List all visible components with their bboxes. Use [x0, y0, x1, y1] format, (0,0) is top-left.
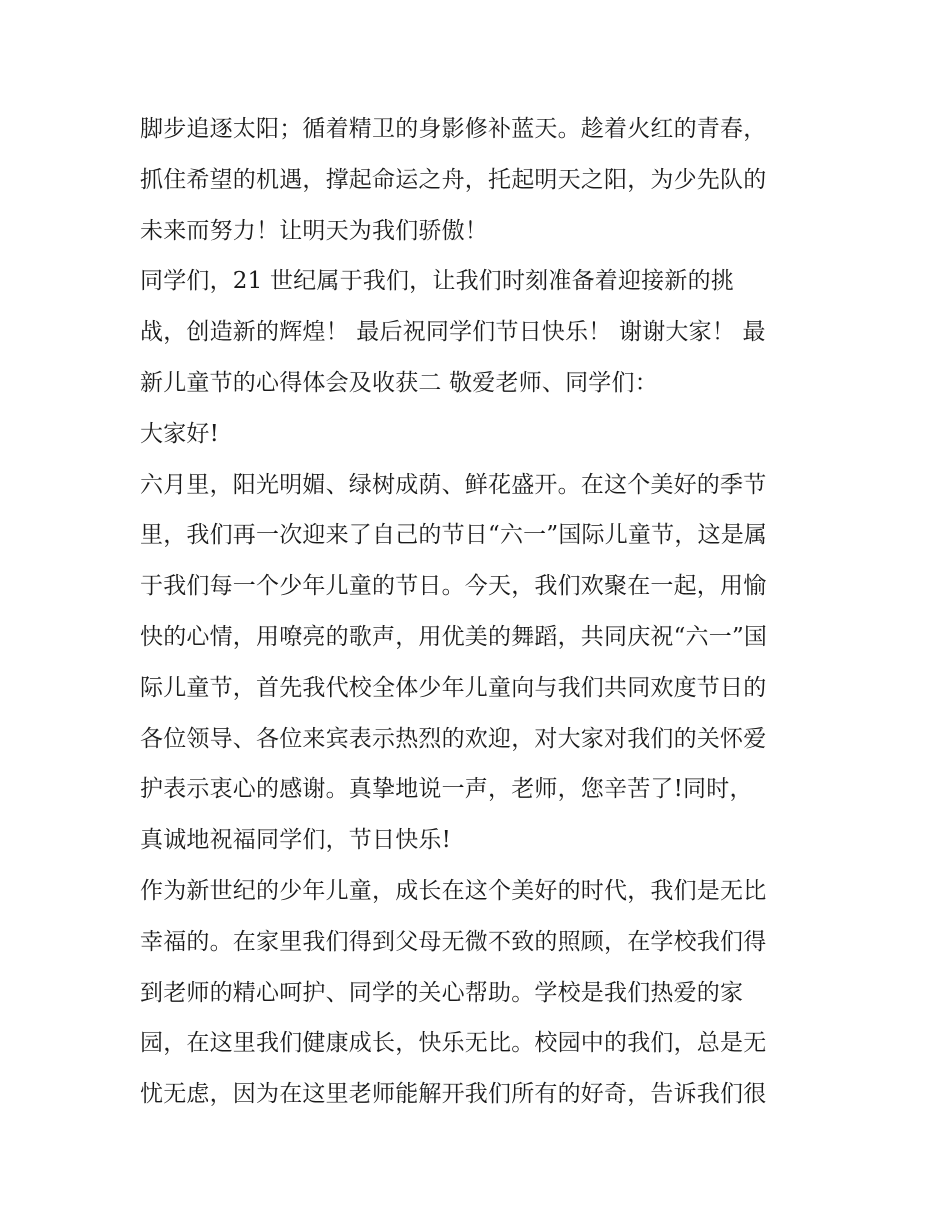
text-line: 幸福的。在家里我们得到父母无微不致的照顾，在学校我们得 [140, 928, 767, 955]
text-line: 脚步追逐太阳；循着精卫的身影修补蓝天。趁着火红的青春， [140, 116, 767, 142]
text-line: 里，我们再一次迎来了自己的节日“六一”国际儿童节，这是属 [140, 522, 768, 549]
text-line: 各位领导、各位来宾表示热烈的欢迎，对大家对我们的关怀爱 [140, 725, 767, 752]
text-line: 未来而努力！让明天为我们骄傲！ [140, 217, 488, 244]
document-body [140, 104, 820, 1120]
text-line: 同学们，21 世纪属于我们，让我们时刻准备着迎接新的挑 [140, 268, 734, 295]
text-line: 六月里，阳光明媚、绿树成荫、鲜花盛开。在这个美好的季节 [140, 471, 767, 498]
text-line: 园，在这里我们健康成长，快乐无比。校园中的我们，总是无 [140, 1030, 767, 1057]
text-line: 真诚地祝福同学们，节日快乐! [140, 827, 452, 854]
text-line: 快的心情，用嘹亮的歌声，用优美的舞蹈，共同庆祝“六一”国 [140, 623, 768, 650]
text-line: 际儿童节，首先我代校全体少年儿童向与我们共同欢度节日的 [140, 674, 767, 701]
text-line: 于我们每一个少年儿童的节日。今天，我们欢聚在一起，用愉 [140, 573, 767, 600]
text-line: 忧无虑，因为在这里老师能解开我们所有的好奇，告诉我们很 [140, 1081, 767, 1108]
text-line: 大家好! [140, 420, 220, 447]
text-line: 抓住希望的机遇，撑起命运之舟，托起明天之阳，为少先队的 [140, 166, 767, 193]
text-line: 作为新世纪的少年儿童，成长在这个美好的时代，我们是无比 [140, 877, 767, 904]
text-line: 护表示衷心的感谢。真挚地说一声，老师，您辛苦了!同时， [140, 776, 753, 803]
text-line: 新儿童节的心得体会及收获二 敬爱老师、同学们： [140, 369, 658, 396]
text-line: 战，创造新的辉煌！ 最后祝同学们节日快乐！ 谢谢大家！ 最 [140, 319, 766, 346]
text-line: 到老师的精心呵护、同学的关心帮助。学校是我们热爱的家 [140, 979, 744, 1006]
